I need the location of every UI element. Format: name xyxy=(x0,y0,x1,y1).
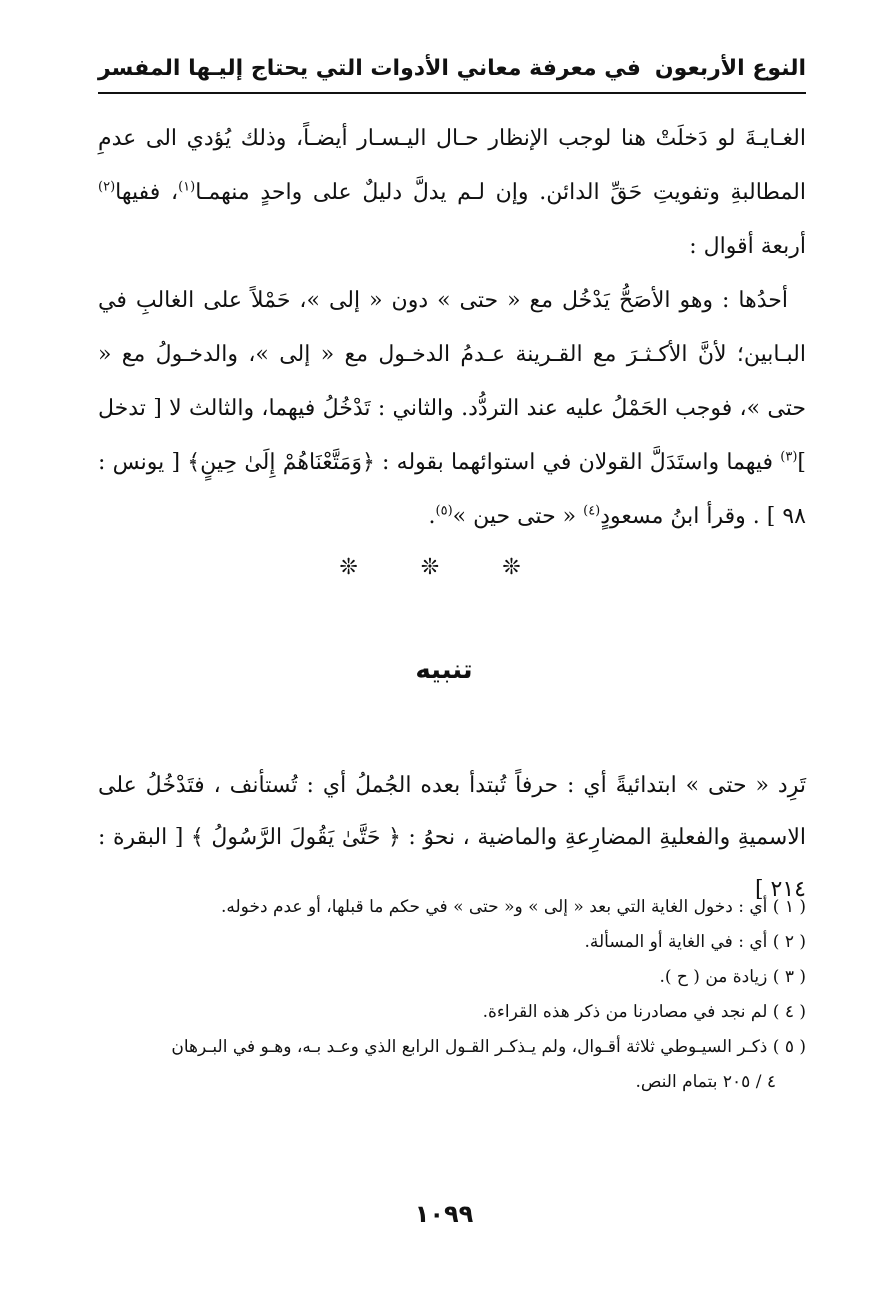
footnote-4: ( ٤ ) لم نجد في مصادرنا من ذكر هذه القراءة. xyxy=(482,1002,806,1022)
footnote-5-continuation: ٤ / ٢٠٥ بتمام النص. xyxy=(635,1072,776,1092)
main-text xyxy=(98,112,806,544)
footnote-ref-2[interactable]: (٢) xyxy=(98,179,116,195)
footnote-ref-3[interactable]: (٣) xyxy=(780,449,798,465)
header-divider xyxy=(98,92,806,94)
paragraph-1-text-a: الغـايـةَ لو دَخلَتْ هنا لوجب الإنظار حـال اليـسـار أيضـاً، وذلك يُؤدي الى عدمِ المطالبةِ وتفويتِ حَقِّ الدائن. وإن لـم يدلَّ دليلٌ على واحدٍ منهمـا xyxy=(98,126,806,205)
paragraph-2 xyxy=(98,274,806,544)
footnote-2: ( ٢ ) أي : في الغاية أو المسألة. xyxy=(584,932,806,952)
page-number: ١٠٩٩ xyxy=(414,1200,474,1228)
paragraph-1-text-b: ، ففيها xyxy=(115,180,179,205)
section-separator-stars: ❊ ❊ ❊ xyxy=(339,555,549,580)
book-section-title: في معرفة معاني الأدوات التي يحتاج إليـها المفسر xyxy=(98,55,641,81)
footnote-5: ( ٥ ) ذكـر السيـوطي ثلاثة أقـوال، ولم يـذكـر القـول الرابع الذي وعـد بـه، وهـو في البـرهان xyxy=(171,1037,806,1057)
paragraph-2-text-d: . xyxy=(428,504,436,529)
footnote-ref-4[interactable]: (٤) xyxy=(583,503,601,519)
paragraph-2-text-b: فيهما واستَدَلَّ القولان في استوائهما بقوله : ﴿وَمَتَّعْنَاهُمْ إِلَىٰ حِينٍ﴾ [ يونس : ٩٨ ] . وقرأ ابنُ مسعودٍ xyxy=(98,450,806,529)
footnote-1: ( ١ ) أي : دخول الغاية التي بعد « إلى » و« حتى » في حكم ما قبلها، أو عدم دخوله. xyxy=(220,897,806,917)
footnote-ref-1[interactable]: (١) xyxy=(178,179,196,195)
running-header xyxy=(98,48,806,88)
section-heading: تنبيه xyxy=(415,655,473,685)
footnote-3: ( ٣ ) زيادة من ( ح ). xyxy=(659,967,806,987)
tanbih-text: تَرِد « حتى » ابتدائيةً أي : حرفاً تُبتدأ بعده الجُملُ أي : تُستأنف ، فتَدْخُلُ على الاسميةِ والفعليةِ المضارِعةِ والماضية ، نحوُ : ﴿ حَتَّىٰ يَقُولَ الرَّسُولُ ﴾ [ البقرة : ٢١٤ ] xyxy=(98,773,806,902)
footnotes xyxy=(98,890,806,1100)
chapter-title: النوع الأربعون xyxy=(654,55,806,81)
paragraph-1 xyxy=(98,112,806,274)
paragraph-2-text-a: أحدُها : وهو الأصَحُّ يَدْخُل مع « حتى » دون « إلى »، حَمْلاً على الغالبِ في البـابين؛ لأنَّ الأكـثـرَ مع القـرينة عـدمُ الدخـول مع « إلى »، والدخـولُ مع « حتى »، فوجب الحَمْلُ عليه عند التردُّد. والثاني : تَدْخُلُ فيهما، والثالث لا [ تدخل ] xyxy=(98,288,806,475)
paragraph-2-text-c: « حتى حين » xyxy=(452,504,584,529)
footnote-ref-5[interactable]: (٥) xyxy=(435,503,453,519)
paragraph-1-text-c: أربعة أقوال : xyxy=(689,234,806,259)
